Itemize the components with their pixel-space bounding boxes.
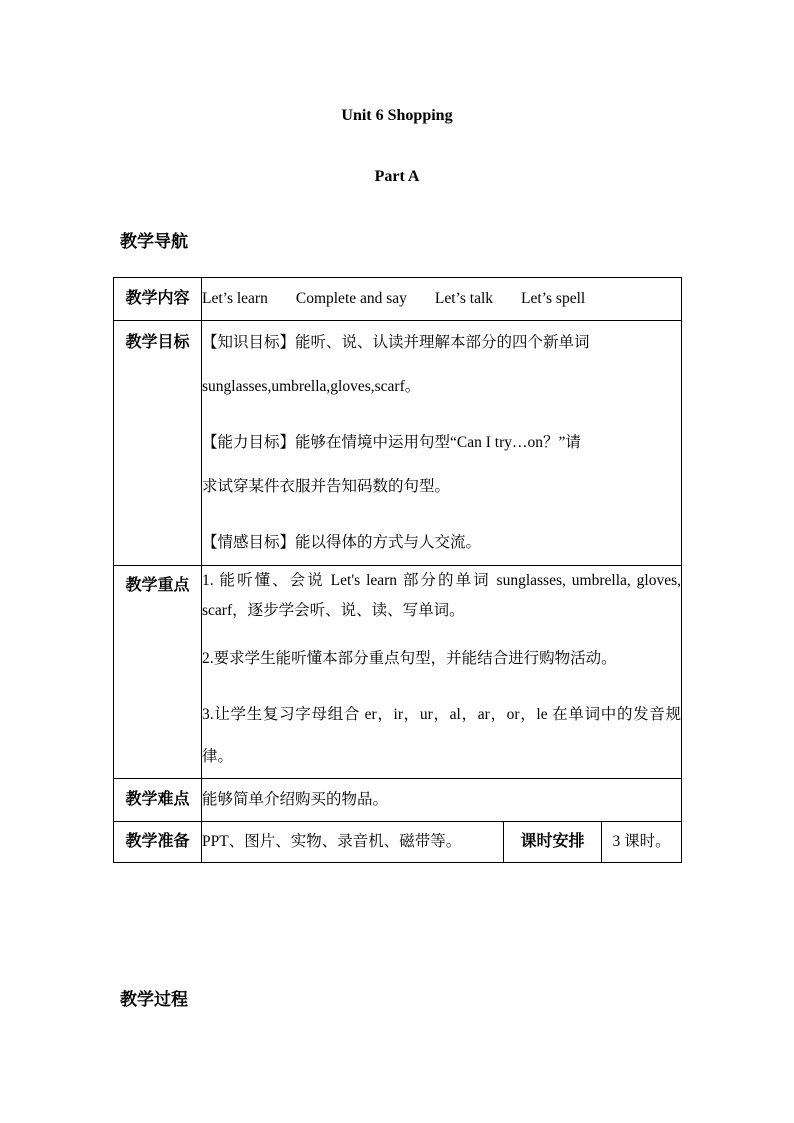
schedule-cell: 3 课时。 bbox=[602, 822, 682, 863]
key-point-2: 2.要求学生能听懂本部分重点句型，并能结合进行购物活动。 bbox=[202, 650, 617, 667]
preparation-cell: PPT、图片、实物、录音机、磁带等。 bbox=[202, 822, 504, 863]
content-cell bbox=[202, 278, 682, 321]
content-item: Let’s spell bbox=[521, 290, 586, 307]
ability-goal-line-2: 求试穿某件衣服并告知码数的句型。 bbox=[202, 478, 451, 495]
knowledge-goal-line: 【知识目标】能听、说、认读并理解本部分的四个新单词 bbox=[202, 334, 590, 351]
preparation-label: 教学准备 bbox=[114, 822, 202, 863]
key-points-row bbox=[114, 566, 682, 779]
difficulty-row bbox=[114, 779, 682, 822]
key-point-3: 3.让学生复习字母组合 er，ir，ur，al，ar，or，le 在单词中的发音规律。 bbox=[202, 706, 682, 765]
goals-cell bbox=[202, 321, 682, 566]
ability-goal-line: 【能力目标】能够在情境中运用句型“Can I try…on？”请 bbox=[202, 434, 581, 451]
preparation-row bbox=[114, 822, 682, 863]
difficulty-label: 教学难点 bbox=[114, 779, 202, 822]
goals-label: 教学目标 bbox=[114, 321, 202, 566]
knowledge-goal-words: sunglasses,umbrella,gloves,scarf。 bbox=[202, 378, 421, 395]
lesson-plan-table bbox=[113, 277, 682, 863]
content-item: Let’s learn bbox=[202, 290, 268, 307]
goals-row bbox=[114, 321, 682, 566]
teaching-navigation-heading: 教学导航 bbox=[120, 232, 188, 251]
content-row bbox=[114, 278, 682, 321]
content-item: Let’s talk bbox=[434, 290, 494, 307]
emotion-goal: 【情感目标】能以得体的方式与人交流。 bbox=[202, 534, 482, 551]
document-subtitle: Part A bbox=[374, 168, 420, 185]
content-label: 教学内容 bbox=[114, 278, 202, 321]
key-points-cell bbox=[202, 566, 682, 779]
teaching-process-heading: 教学过程 bbox=[120, 990, 188, 1009]
schedule-label: 课时安排 bbox=[504, 822, 602, 863]
difficulty-cell: 能够简单介绍购买的物品。 bbox=[202, 779, 682, 822]
key-points-label: 教学重点 bbox=[114, 566, 202, 779]
document-title: Unit 6 Shopping bbox=[341, 107, 453, 124]
key-point-1: 1. 能听懂、会说 Let's learn 部分的单词 sunglasses, umbrella, gloves, scarf，逐步学会听、说、读、写单词。 bbox=[202, 572, 682, 619]
content-item: Complete and say bbox=[295, 290, 407, 307]
